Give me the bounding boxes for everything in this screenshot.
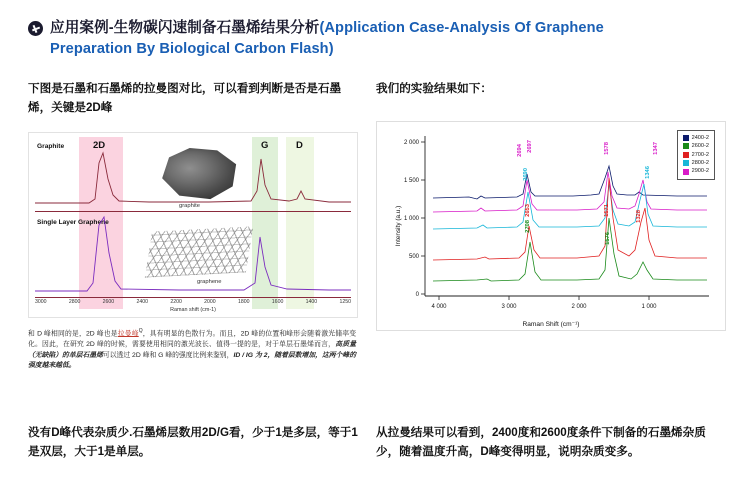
x-tick: 2200 bbox=[170, 298, 182, 305]
peak-label: 1571 bbox=[604, 203, 610, 217]
page-title-cn: 应用案例-生物碳闪速制备石墨烯结果分析 bbox=[50, 20, 320, 36]
slide-header bbox=[28, 18, 725, 59]
page-title-en: (Application Case-Analysis Of Graphene bbox=[319, 20, 604, 36]
x-tick: 1600 bbox=[271, 298, 284, 305]
chart-x-axis-label: Raman Shift (cm⁻¹) bbox=[522, 320, 580, 328]
peak-label: 1347 bbox=[653, 141, 659, 155]
x-tick: 2000 bbox=[204, 298, 216, 305]
x-tick: 1250 bbox=[339, 298, 351, 305]
left-conclusion-text: 没有D峰代表杂质少.石墨烯层数用2D/G看，少于1是多层，等于1是双层，大于1是单层。 bbox=[28, 426, 358, 458]
raman-results-chart bbox=[376, 121, 726, 331]
right-lead-text: 我们的实验结果如下： bbox=[376, 82, 492, 95]
figure-caption bbox=[28, 327, 356, 373]
legend-item[interactable] bbox=[683, 151, 709, 159]
figure-x-ticks bbox=[35, 299, 351, 305]
graphene-lattice-caption: graphene bbox=[197, 278, 222, 285]
x-tick: 1800 bbox=[237, 298, 250, 305]
peak-label: 2694 bbox=[517, 143, 523, 157]
x-tick: 2800 bbox=[68, 298, 81, 305]
legend-swatch-icon bbox=[683, 135, 689, 141]
x-tick: 2400 bbox=[136, 298, 149, 305]
band-label-g: G bbox=[261, 139, 269, 151]
peak-label: 2708 bbox=[525, 219, 531, 233]
raman-comparison-figure bbox=[28, 132, 358, 318]
caption-mid-2: 可以透过 2D 峰和 G 峰的强度比例来鉴别， bbox=[102, 351, 234, 359]
svg-text:2 000: 2 000 bbox=[403, 139, 419, 146]
page-title bbox=[50, 18, 604, 59]
svg-text:1 500: 1 500 bbox=[403, 177, 419, 184]
page-title-en-line2: Preparation By Biological Carbon Flash) bbox=[50, 40, 334, 57]
legend-item[interactable] bbox=[683, 134, 709, 142]
svg-text:3 000: 3 000 bbox=[501, 303, 517, 310]
chart-legend bbox=[677, 130, 715, 180]
figure-axis-top bbox=[35, 211, 351, 212]
band-label-d: D bbox=[296, 139, 303, 151]
peak-label: 2697 bbox=[527, 139, 533, 153]
svg-text:1 000: 1 000 bbox=[641, 303, 657, 310]
figure-x-axis-title: Raman shift (cm-1) bbox=[170, 306, 216, 313]
trace-label-single-layer-graphene: Single Layer Graphene bbox=[37, 218, 109, 226]
band-label-2d: 2D bbox=[93, 139, 106, 151]
peak-label: 1328 bbox=[636, 209, 642, 223]
caption-pre: 和 D 峰相同的是，2D 峰也是 bbox=[28, 329, 118, 337]
svg-text:1 000: 1 000 bbox=[403, 215, 419, 222]
peak-label: 2690 bbox=[523, 167, 529, 181]
star-burst-icon bbox=[28, 21, 43, 36]
x-tick: 1400 bbox=[305, 298, 318, 305]
svg-text:4 000: 4 000 bbox=[431, 303, 447, 310]
right-column bbox=[376, 80, 724, 331]
svg-text:500: 500 bbox=[408, 253, 419, 260]
peak-label: 1578 bbox=[604, 141, 610, 155]
svg-text:2 000: 2 000 bbox=[571, 303, 587, 310]
caption-superscript: Q bbox=[138, 327, 143, 334]
legend-label: 2700-2 bbox=[691, 151, 709, 158]
legend-swatch-icon bbox=[683, 143, 689, 149]
left-column bbox=[28, 80, 356, 372]
figure-axis-bottom bbox=[35, 297, 351, 298]
trace-label-graphite: Graphite bbox=[37, 142, 65, 150]
caption-emphasis-1: 高质量（无缺陷）的单层石墨烯 bbox=[28, 340, 356, 359]
x-tick: 2600 bbox=[102, 298, 115, 305]
legend-swatch-icon bbox=[683, 169, 689, 175]
graphite-photo-caption: graphite bbox=[179, 202, 200, 209]
chart-y-axis-label: Intensity (a.u.) bbox=[394, 205, 402, 247]
svg-text:0: 0 bbox=[415, 291, 419, 298]
legend-swatch-icon bbox=[683, 160, 689, 166]
legend-label: 2900-2 bbox=[691, 168, 709, 175]
legend-swatch-icon bbox=[683, 152, 689, 158]
caption-mid: ，具有明显的色散行为。而且，2D 峰的位置和峰形会随着激光储率变化。因此，在研究 2D 峰的时候，需要使用相同的激光波长、值得一提的是，对于单层石墨烯而言， bbox=[28, 329, 357, 348]
left-lead-text: 下图是石墨和石墨烯的拉曼图对比，可以看到判断是否是石墨烯，关键是2D峰 bbox=[28, 82, 342, 114]
caption-emphasis-2: ID / IG 为 2，随着层数增加，这两个峰的强度越来越低。 bbox=[28, 351, 357, 370]
legend-label: 2600-2 bbox=[691, 143, 709, 150]
x-tick: 3000 bbox=[35, 298, 47, 305]
legend-item[interactable] bbox=[683, 159, 709, 167]
legend-label: 2400-2 bbox=[691, 134, 709, 141]
legend-item[interactable] bbox=[683, 142, 709, 150]
caption-link[interactable]: 拉曼峰 bbox=[117, 329, 139, 337]
peak-label: 2653 bbox=[525, 203, 531, 217]
legend-item[interactable] bbox=[683, 167, 709, 175]
graphene-lattice-illustration bbox=[145, 226, 253, 277]
legend-label: 2800-2 bbox=[691, 159, 709, 166]
chart-plot-svg bbox=[377, 122, 725, 330]
peak-label: 1576 bbox=[605, 231, 611, 245]
right-conclusion-text: 从拉曼结果可以看到，2400度和2600度条件下制备的石墨烯杂质少，随着温度升高，D峰变得明显，说明杂质变多。 bbox=[376, 426, 706, 458]
peak-label: 1346 bbox=[645, 165, 651, 179]
